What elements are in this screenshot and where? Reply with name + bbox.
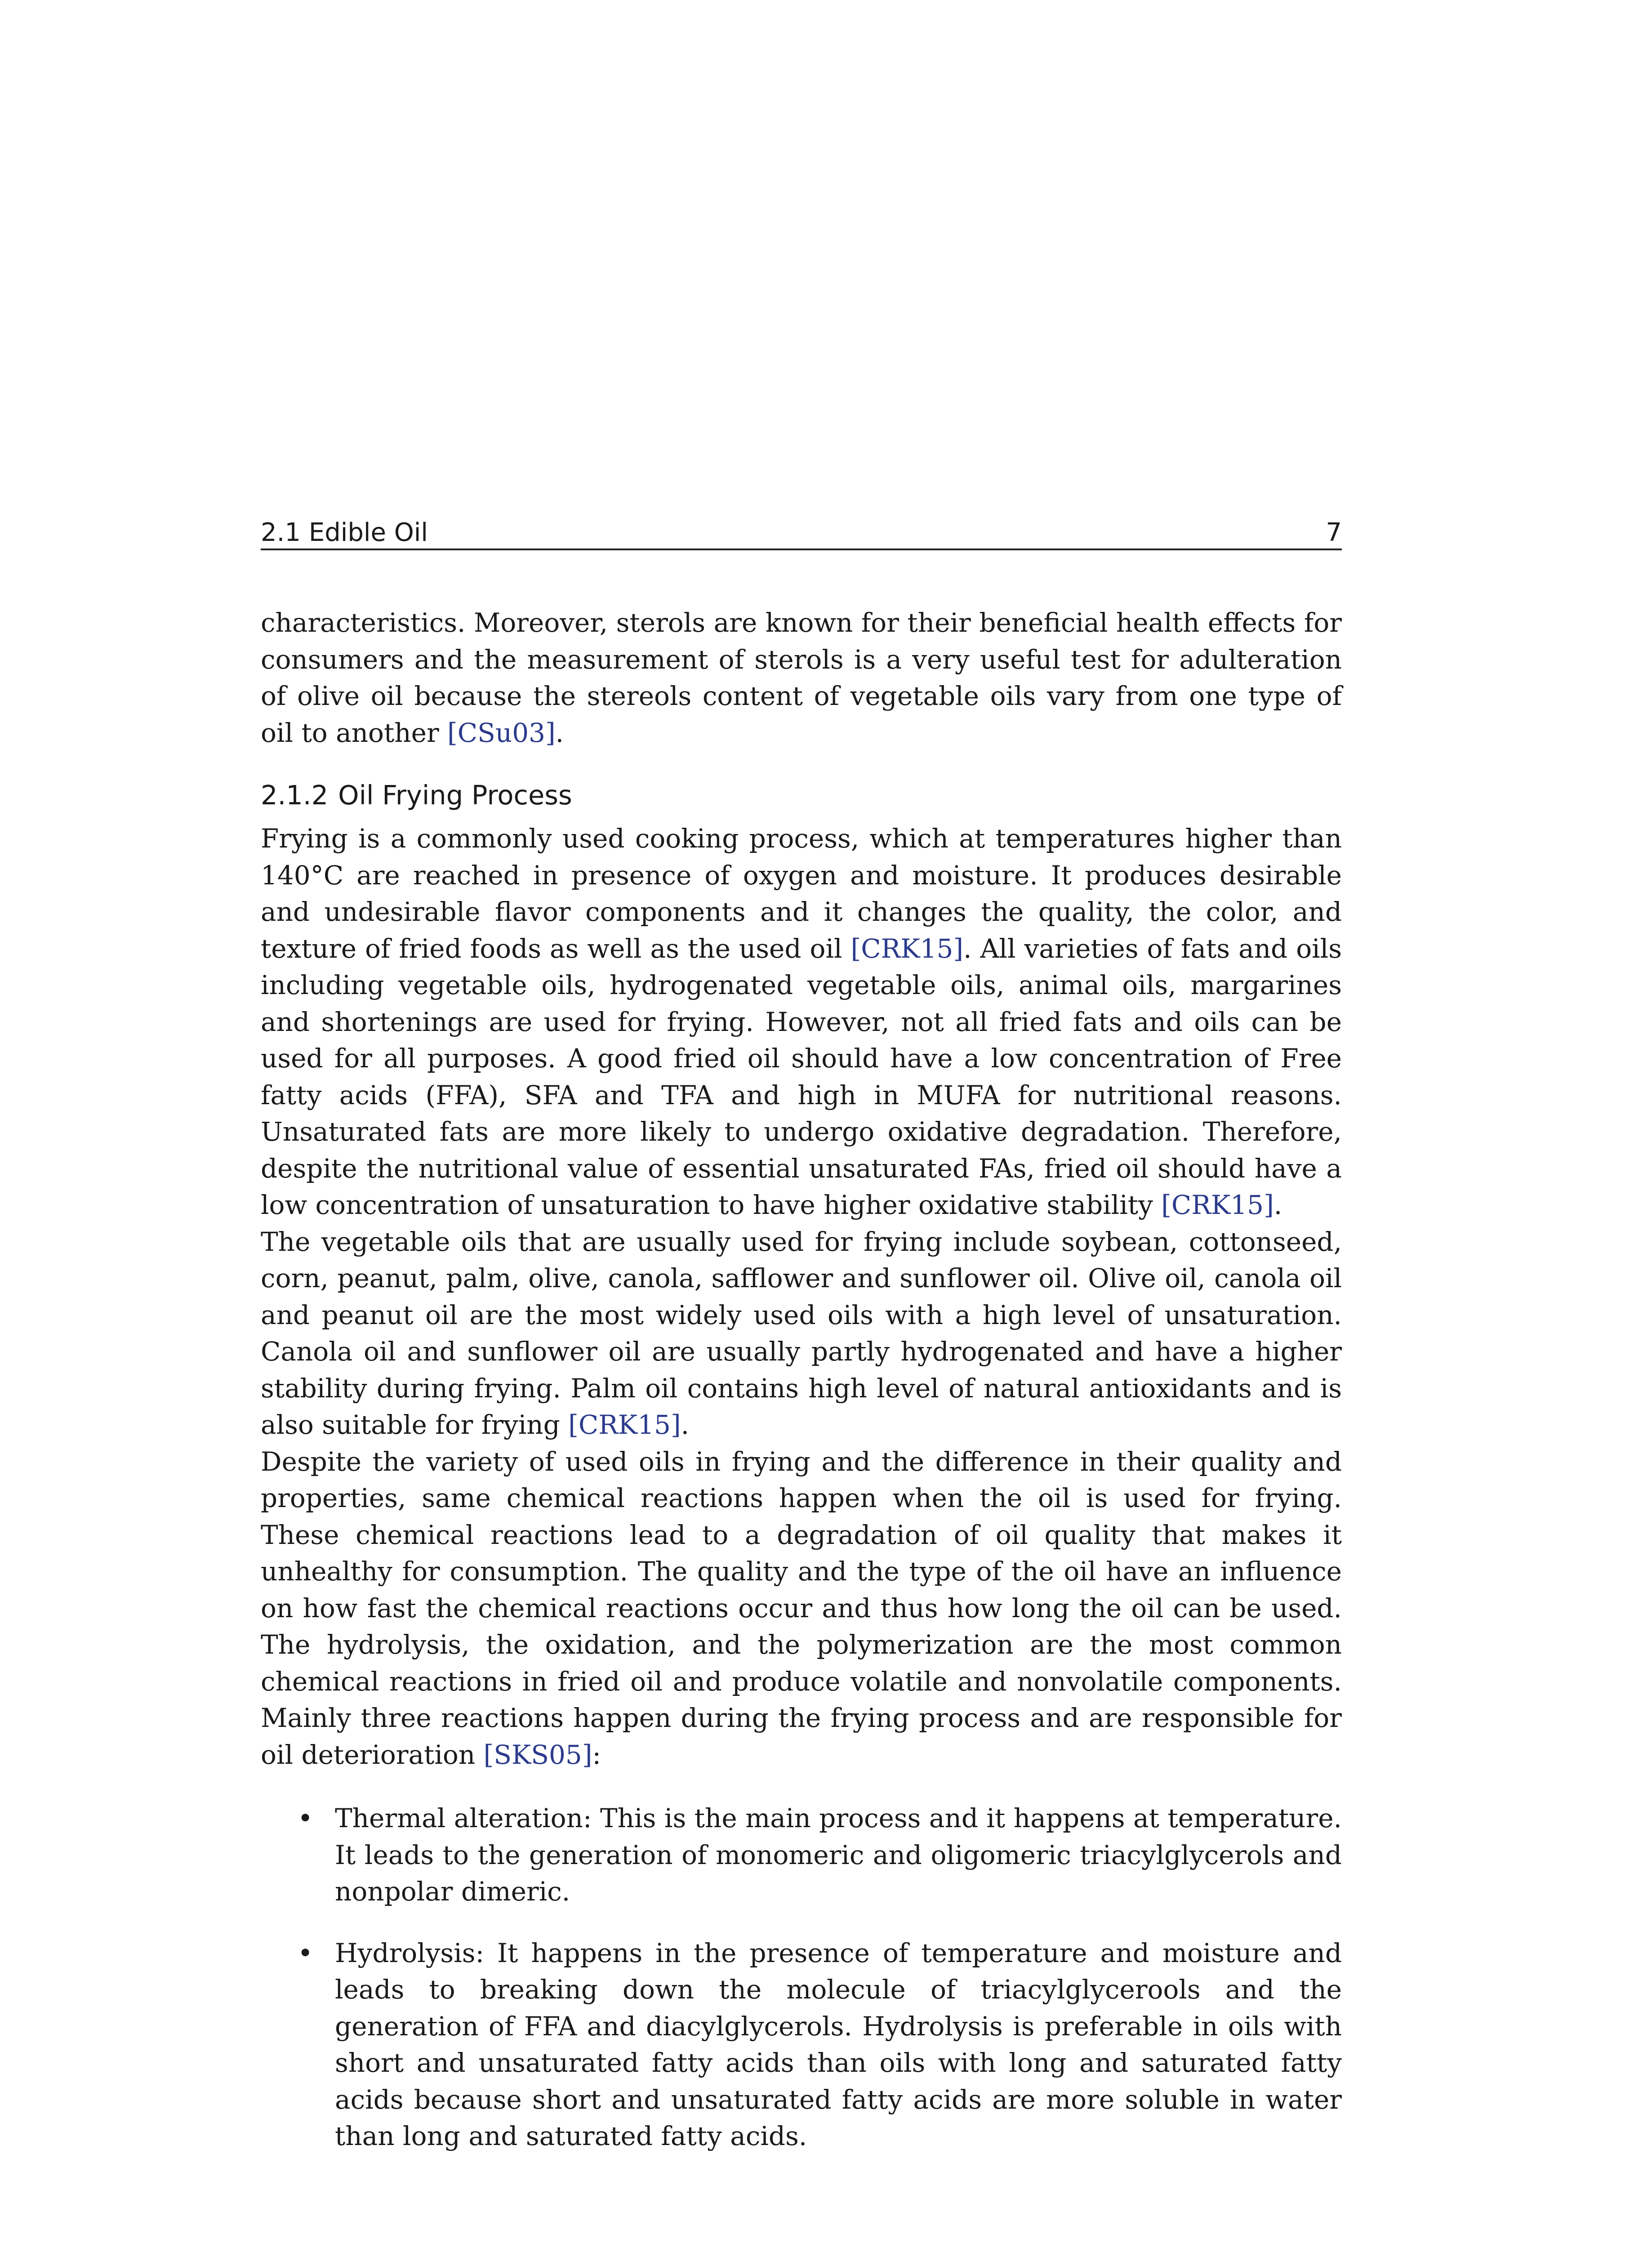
page-number: 7 [1326, 518, 1342, 547]
list-item [261, 1800, 1342, 1910]
paragraph-chemical-reactions [261, 1444, 1342, 1774]
bullet-icon: • [298, 1803, 313, 1833]
paragraph-end: . [681, 1409, 690, 1440]
subsection-title: Oil Frying Process [338, 780, 572, 811]
paragraph-frying-intro [261, 821, 1342, 1224]
citation-link[interactable]: [SKS05] [483, 1739, 592, 1770]
running-header [261, 517, 1342, 550]
paragraph-end: . [1274, 1190, 1282, 1220]
citation-link[interactable]: [CSu03] [447, 717, 556, 748]
paragraph-text: characteristics. Moreover, sterols are known for their beneficial health effects for consumers and the measurement of sterols is a very useful test for adulteration of olive oil because the stereols content of vegetable oils vary from one type of oil to another [261, 607, 1342, 748]
paragraph-text: Frying is a commonly used cooking process, which at temperatures higher than 140°C are reached in presence of oxygen and moisture. It produces desirable and undesirable flavor components and it changes the quality, the color, and texture of fried foods as well as the used oil [261, 823, 1342, 964]
subsection-heading [261, 777, 1342, 813]
header-section-title: 2.1 Edible Oil [261, 518, 428, 547]
list-item-text: Thermal alteration: This is the main process and it happens at temperature. It leads to the generation of monomeric and oligomeric triacylglycerols and nonpolar dimeric. [335, 1803, 1342, 1907]
paragraph-vegetable-oils [261, 1224, 1342, 1444]
paragraph-text: The vegetable oils that are usually used for frying include soybean, cottonseed, corn, peanut, palm, olive, canola, safflower and sunflower oil. Olive oil, canola oil and peanut oil are the most widely used oils with a high level of unsaturation. Canola oil and sunflower oil are usually partly hydrogenated and have a higher stability during frying. Palm oil contains high level of natural antioxidants and is also suitable for frying [261, 1226, 1342, 1440]
list-item [261, 1935, 1342, 2155]
bullet-icon: • [298, 1937, 313, 1968]
paragraph-text: Despite the variety of used oils in frying and the difference in their quality and properties, same chemical reactions happen when the oil is used for frying. These chemical reactions lead to a degradation of oil quality that makes it unhealthy for consumption. The quality and the type of the oil have an influence on how fast the chemical reactions occur and thus how long the oil can be used. The hydrolysis, the oxidation, and the polymerization are the most common chemical reactions in fried oil and produce volatile and nonvolatile components. Mainly three reactions happen during the frying process and are responsible for oil deterioration [261, 1446, 1342, 1770]
paragraph-text: . All varieties of fats and oils including vegetable oils, hydrogenated vegetable oils, animal oils, margarines and shortenings are used for frying. However, not all fried fats and oils can be used for all purposes. A good fried oil should have a low concentration of Free fatty acids (FFA), SFA and TFA and high in MUFA for nutritional reasons. Unsaturated fats are more likely to undergo oxidative degradation. Therefore, despite the nutritional value of essential unsaturated FAs, fried oil should have a low concentration of unsaturation to have higher oxidative stability [261, 933, 1342, 1220]
citation-link[interactable]: [CRK15] [850, 933, 964, 964]
citation-link[interactable]: [CRK15] [568, 1409, 681, 1440]
subsection-number: 2.1.2 [261, 780, 329, 811]
paragraph-end: : [592, 1739, 601, 1770]
citation-link[interactable]: [CRK15] [1161, 1190, 1274, 1220]
list-item-text: Hydrolysis: It happens in the presence of temperature and moisture and leads to breaking down the molecule of triacylglycerools and the generation of FFA and diacylglycerols. Hydrolysis is preferable in oils with short and unsaturated fatty acids than oils with long and saturated fatty acids because short and unsaturated fatty acids are more soluble in water than long and saturated fatty acids. [335, 1937, 1342, 2151]
reaction-list [261, 1800, 1342, 2155]
paragraph-continuation [261, 605, 1342, 751]
page-body [261, 605, 1342, 2180]
paragraph-end: . [555, 717, 564, 748]
